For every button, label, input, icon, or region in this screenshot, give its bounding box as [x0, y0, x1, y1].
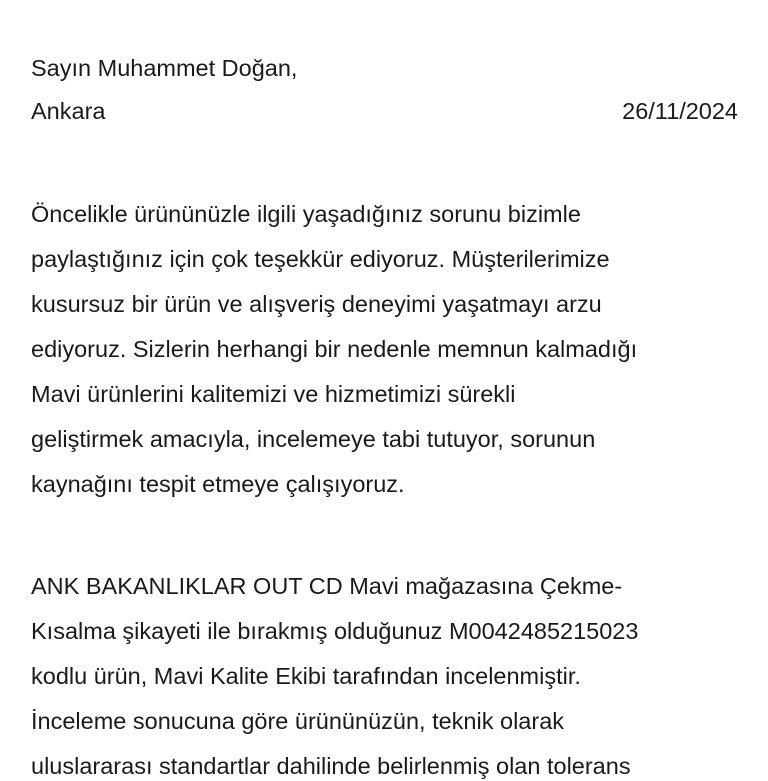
letter-date: 26/11/2024	[622, 98, 738, 124]
text-line: geliştirmek amacıyla, incelemeye tabi tutuyor, sorunun	[31, 426, 596, 452]
text-line: Kısalma şikayeti ile bırakmış olduğunuz M0042485215023	[31, 618, 639, 644]
text-line: paylaştığınız için çok teşekkür ediyoruz. Müşterilerimize	[31, 246, 610, 272]
text-line: İnceleme sonucuna göre ürününüzün, teknik olarak	[31, 708, 565, 734]
text-line: Mavi ürünlerini kalitemizi ve hizmetimizi sürekli	[31, 381, 516, 407]
text-line: ediyoruz. Sizlerin herhangi bir nedenle memnun kalmadığı	[31, 336, 638, 362]
city: Ankara	[31, 98, 106, 124]
text-line: Öncelikle ürününüzle ilgili yaşadığınız sorunu bizimle	[31, 201, 581, 227]
text-line: kusursuz bir ürün ve alışveriş deneyimi yaşatmayı arzu	[31, 291, 602, 317]
salutation: Sayın Muhammet Doğan,	[31, 55, 298, 81]
text-line: uluslararası standartlar dahilinde belirlenmiş olan tolerans	[31, 753, 631, 779]
text-line: kodlu ürün, Mavi Kalite Ekibi tarafından incelenmiştir.	[31, 663, 581, 689]
text-line: ANK BAKANLIKLAR OUT CD Mavi mağazasına Çekme-	[31, 573, 623, 599]
text-line: kaynağını tespit etmeye çalışıyoruz.	[31, 471, 405, 497]
